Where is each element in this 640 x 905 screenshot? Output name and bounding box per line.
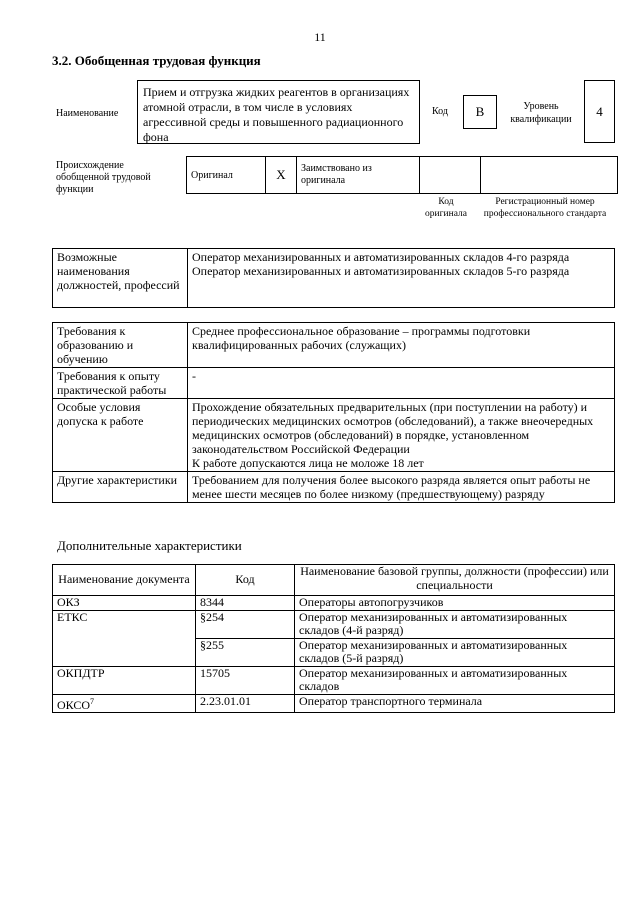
qualification-level-label: Уровень квалификации: [510, 101, 572, 125]
requirement-label: Особые условия допуска к работе: [53, 399, 188, 472]
positions-table: [52, 248, 615, 308]
medical-requirement: Прохождение обязательных предварительных (при поступлении на работу) и периодических медицинских осмотров (обследований), а также внеочередных медицинских осмотров (обследований) в порядке, установленном законодательством Российской Федерации: [192, 400, 594, 456]
origin-table: [186, 156, 618, 194]
age-requirement: К работе допускаются лица не моложе 18 лет: [192, 456, 424, 470]
doc-cell: ОКПДТР: [53, 666, 196, 694]
page-number: 11: [314, 30, 326, 44]
origin-label: Происхождение обобщенной трудовой функции: [56, 160, 151, 195]
additional-table: [52, 564, 615, 713]
position-item: Оператор механизированных и автоматизированных складов 4-го разряда: [192, 250, 570, 264]
original-label: Оригинал: [187, 157, 266, 194]
additional-title: Дополнительные характеристики: [57, 538, 242, 553]
table-row: [53, 610, 615, 638]
code-value-box: B: [463, 95, 497, 129]
doc-name: ОКСО: [57, 697, 91, 712]
footnote-ref: 7: [90, 696, 95, 706]
code-cell: §255: [196, 638, 295, 666]
code-cell: 2.23.01.01: [196, 694, 295, 713]
table-row: [53, 694, 615, 713]
header-code: Код: [196, 565, 295, 596]
origin-reg-cell: [481, 157, 618, 194]
doc-cell: [53, 694, 196, 713]
name-cell: Оператор механизированных и автоматизированных складов (4-й разряд): [295, 610, 615, 638]
table-row: [53, 666, 615, 694]
origin-reg-caption: Регистрационный номер профессионального стандарта: [483, 197, 607, 219]
name-cell: Оператор механизированных и автоматизированных складов (5-й разряд): [295, 638, 615, 666]
requirement-value: -: [188, 368, 615, 399]
code-cell: §254: [196, 610, 295, 638]
doc-cell: ОКЗ: [53, 596, 196, 611]
requirement-value: Требованием для получения более высокого разряда является опыт работы не менее шести месяцев по более низкому (предшествующему) разряду: [188, 472, 615, 503]
position-item: Оператор механизированных и автоматизированных складов 5-го разряда: [192, 264, 570, 278]
code-label: Код: [432, 106, 448, 117]
origin-code-caption: Код оригинала: [425, 197, 467, 219]
requirement-label: Требования к образованию и обучению: [53, 323, 188, 368]
name-cell: Оператор механизированных и автоматизированных складов: [295, 666, 615, 694]
requirement-label: Требования к опыту практической работы: [53, 368, 188, 399]
borrowed-label: Заимствовано из оригинала: [297, 157, 420, 194]
section-title: 3.2. Обобщенная трудовая функция: [52, 53, 261, 68]
header-doc: Наименование документа: [53, 565, 196, 596]
qualification-level-box: 4: [584, 80, 615, 143]
code-cell: 15705: [196, 666, 295, 694]
requirement-value: [188, 399, 615, 472]
header-name: Наименование базовой группы, должности (профессии) или специальности: [295, 565, 615, 596]
table-row: [53, 596, 615, 611]
positions-values: [188, 249, 615, 308]
requirements-table: [52, 322, 615, 503]
positions-label: Возможные наименования должностей, профессий: [53, 249, 188, 308]
doc-cell: ЕТКС: [53, 610, 196, 666]
name-cell: Оператор транспортного терминала: [295, 694, 615, 713]
name-cell: Операторы автопогрузчиков: [295, 596, 615, 611]
name-label: Наименование: [56, 108, 119, 119]
function-name-box: Прием и отгрузка жидких реагентов в организациях атомной отрасли, в том числе в условиях агрессивной среды и повышенного радиационного фона: [137, 80, 420, 144]
origin-code-cell: [420, 157, 481, 194]
original-mark: X: [266, 157, 297, 194]
requirement-value: Среднее профессиональное образование – программы подготовки квалифицированных рабочих (служащих): [188, 323, 615, 368]
code-cell: 8344: [196, 596, 295, 611]
requirement-label: Другие характеристики: [53, 472, 188, 503]
